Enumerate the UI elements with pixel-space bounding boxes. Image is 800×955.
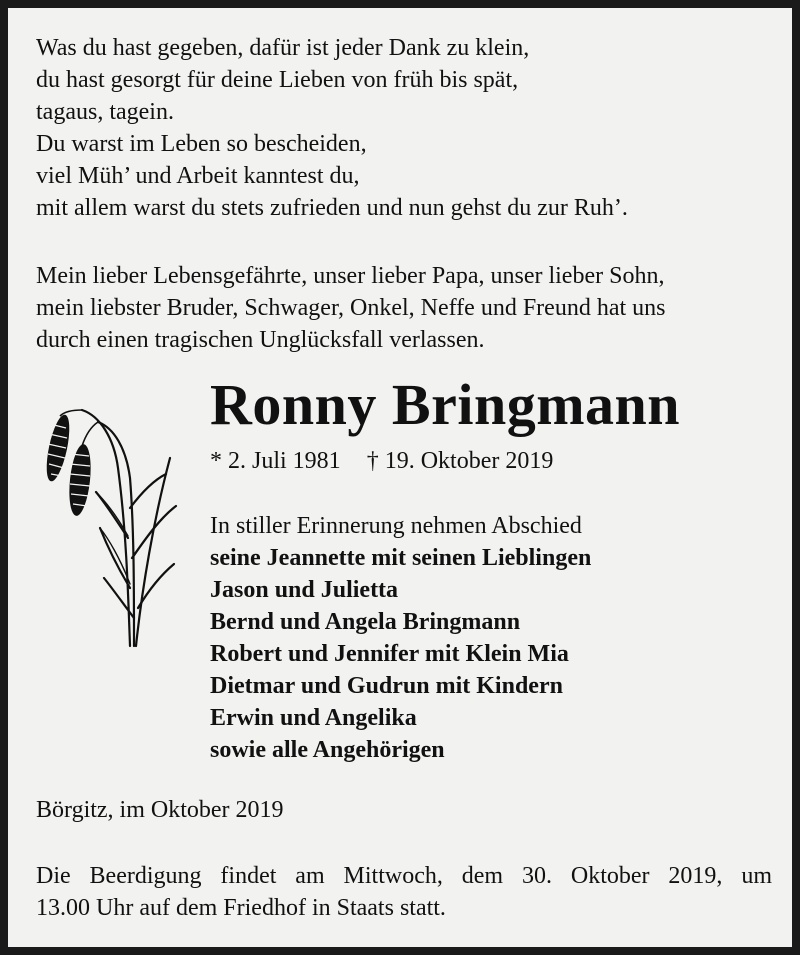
mourner-entry: sowie alle Angehörigen (210, 737, 445, 763)
funeral-line: 13.00 Uhr auf dem Friedhof in Staats statt. (36, 895, 446, 921)
place-and-date: Börgitz, im Oktober 2019 (36, 797, 284, 823)
funeral-info (36, 860, 772, 924)
poem-line: viel Müh’ und Arbeit kanntest du, (36, 163, 360, 189)
poem-line: Was du hast gegeben, dafür ist jeder Dank zu klein, (36, 35, 530, 61)
funeral-line: Die Beerdigung findet am Mittwoch, dem 30. Oktober 2019, um (36, 863, 772, 889)
birth-date: * 2. Juli 1981 (210, 448, 341, 474)
mourner-entry: Jason und Julietta (210, 577, 399, 603)
intro-line: Mein lieber Lebensgefährte, unser lieber Papa, unser lieber Sohn, (36, 263, 665, 289)
mourner-entry: Robert und Jennifer mit Klein Mia (210, 641, 569, 667)
wheat-stalks-icon (30, 388, 180, 653)
mourner-entry: Erwin und Angelika (210, 705, 417, 731)
poem (36, 32, 628, 224)
death-date: † 19. Oktober 2019 (366, 448, 554, 474)
mourners-list (210, 510, 591, 766)
deceased-name: Ronny Bringmann (210, 372, 681, 437)
life-dates (210, 446, 553, 476)
intro-text (36, 260, 776, 356)
intro-line: mein liebster Bruder, Schwager, Onkel, Neffe und Freund hat uns (36, 295, 666, 321)
mourners-lead: In stiller Erinnerung nehmen Abschied (210, 513, 582, 539)
poem-line: du hast gesorgt für deine Lieben von früh bis spät, (36, 67, 519, 93)
poem-line: mit allem warst du stets zufrieden und nun gehst du zur Ruh’. (36, 195, 628, 221)
poem-line: Du warst im Leben so bescheiden, (36, 131, 367, 157)
poem-line: tagaus, tagein. (36, 99, 174, 125)
obituary-notice (8, 8, 792, 947)
mourner-entry: Bernd und Angela Bringmann (210, 609, 521, 635)
intro-line: durch einen tragischen Unglücksfall verlassen. (36, 327, 485, 353)
mourner-entry: Dietmar und Gudrun mit Kindern (210, 673, 563, 699)
mourner-entry: seine Jeannette mit seinen Lieblingen (210, 545, 592, 571)
